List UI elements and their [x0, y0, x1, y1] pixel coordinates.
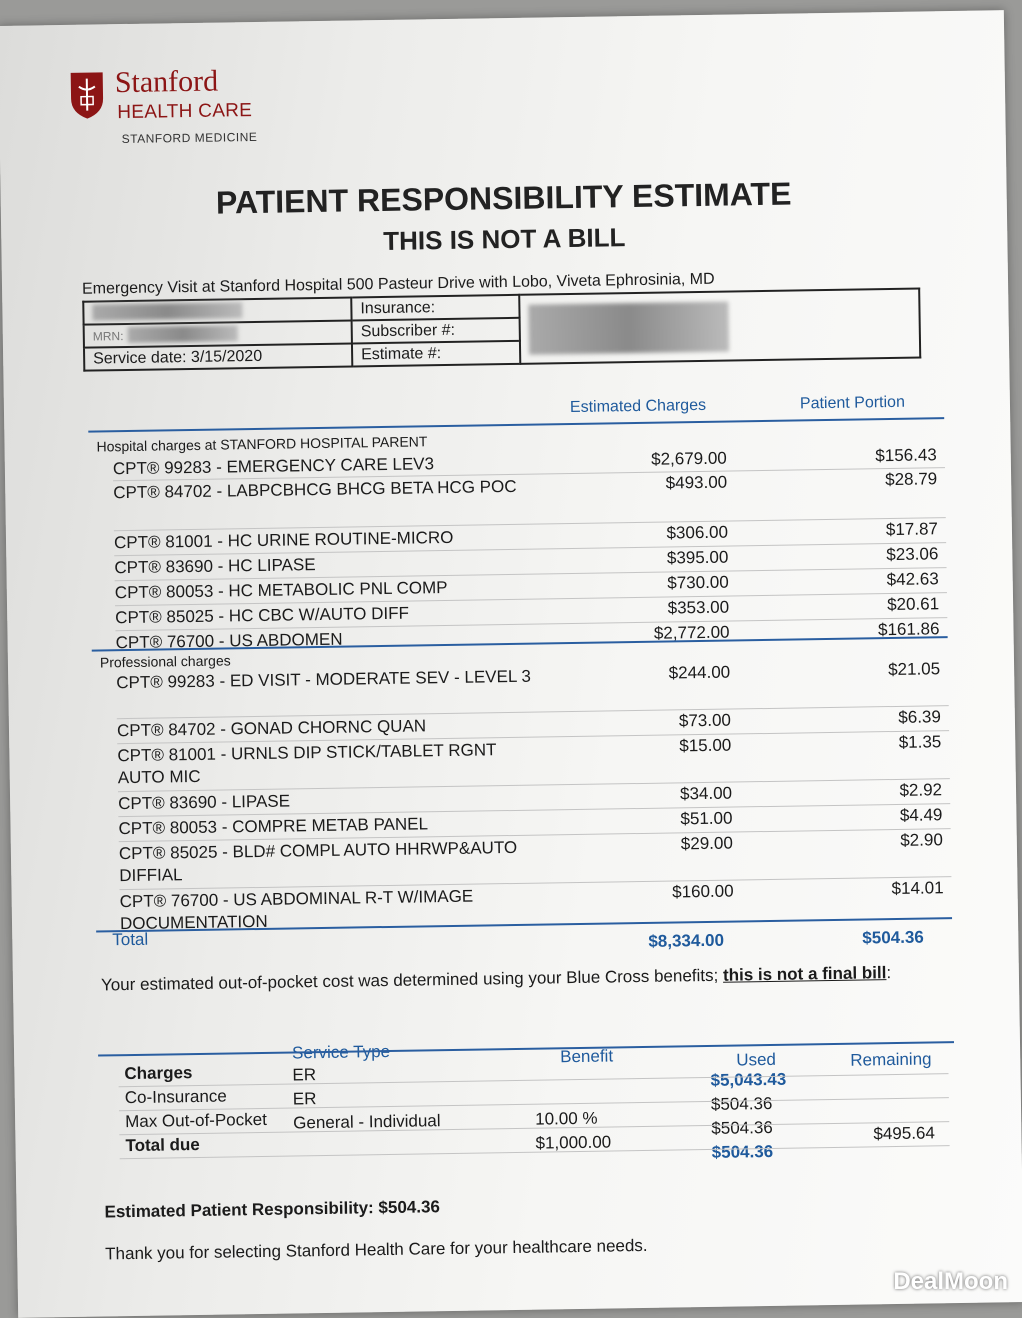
logo-org: STANFORD MEDICINE [121, 129, 258, 147]
logo-sub: HEALTH CARE [117, 99, 253, 124]
patient-portion: $161.86 [877, 619, 940, 640]
charge-amount: $34.00 [679, 783, 733, 804]
charge-amount: $51.00 [680, 808, 733, 829]
patient-portion: $21.05 [887, 659, 941, 680]
mrn-label: MRN: [92, 328, 124, 344]
patient-info-table [82, 288, 921, 372]
total-label: Total [112, 929, 149, 950]
charge-description: CPT® 84702 - LABPCBHCG BHCG BETA HCG POC [113, 476, 517, 503]
patient-portion: $2.90 [900, 830, 943, 850]
charge-description: CPT® 80053 - HC METABOLIC PNL COMP [114, 577, 448, 603]
charge-amount: $306.00 [666, 522, 729, 543]
charge-description: CPT® 85025 - HC CBC W/AUTO DIFF [115, 603, 410, 628]
charge-amount: $2,772.00 [653, 622, 730, 643]
dealmoon-watermark: DealMoon [893, 1268, 1008, 1295]
hospital-section-label: Hospital charges at STANFORD HOSPITAL PARENT [96, 433, 428, 455]
charge-description: CPT® 83690 - HC LIPASE [114, 555, 316, 578]
benefit-remaining: $495.64 [873, 1123, 936, 1144]
insurance-label: Insurance: [351, 295, 519, 321]
service-date: Service date: 3/15/2020 [84, 343, 352, 370]
benefit-used: $504.36 [711, 1141, 774, 1162]
logo-name: Stanford [114, 64, 219, 100]
note-tail: : [886, 963, 892, 983]
subscriber-label: Subscriber #: [352, 318, 520, 344]
charge-description: CPT® 81001 - URNLS DIP STICK/TABLET RGNT AUTO MIC [117, 740, 497, 788]
benefit-value: 10.00 % [535, 1108, 598, 1129]
charge-amount: $2,679.00 [651, 448, 727, 469]
total-portion: $504.36 [862, 927, 924, 948]
charge-amount: $160.00 [671, 881, 734, 902]
professional-section-label: Professional charges [99, 652, 231, 671]
charge-description: CPT® 99283 - EMERGENCY CARE LEV3 [112, 454, 435, 479]
col-patient-portion: Patient Portion [799, 393, 906, 413]
benefit-used: $5,043.43 [710, 1069, 787, 1090]
benefit-service-type: ER [292, 1089, 317, 1109]
charge-amount: $73.00 [678, 710, 732, 731]
charge-amount: $395.00 [666, 547, 729, 568]
redacted-values [519, 289, 920, 364]
patient-portion: $20.61 [886, 594, 940, 615]
patient-portion: $1.35 [898, 732, 942, 752]
patient-portion: $23.06 [886, 544, 939, 565]
col-estimated-charges: Estimated Charges [569, 396, 707, 417]
benefit-row-label: Max Out-of-Pocket [124, 1109, 267, 1132]
patient-portion: $14.01 [891, 878, 944, 899]
benefit-service-type: ER [292, 1065, 317, 1085]
redacted-block [528, 301, 729, 354]
patient-portion: $28.79 [885, 469, 938, 490]
benefit-value: $1,000.00 [535, 1132, 612, 1153]
note-emphasis: this is not a final bill [722, 963, 887, 985]
benefits-rule [98, 1041, 954, 1056]
header-rule [88, 417, 944, 432]
estimate-label: Estimate #: [352, 341, 520, 367]
thank-you-text: Thank you for selecting Stanford Health Care for your healthcare needs. [105, 1235, 648, 1264]
benefit-row-label: Co-Insurance [124, 1086, 227, 1108]
charge-amount: $730.00 [667, 572, 729, 593]
note-text: Your estimated out-of-pocket cost was determined using your Blue Cross benefits; [100, 965, 724, 995]
charge-description: CPT® 84702 - GONAD CHORNC QUAN [116, 716, 427, 741]
benefit-row-label: Total due [125, 1134, 200, 1156]
benefit-col-remaining: Remaining [850, 1049, 932, 1070]
benefit-used: $504.36 [711, 1117, 773, 1138]
patient-portion: $17.87 [885, 519, 939, 540]
estimated-responsibility: Estimated Patient Responsibility: $504.36 [104, 1197, 441, 1222]
page-subtitle: THIS IS NOT A BILL [383, 222, 626, 256]
benefit-row-separator [119, 1097, 949, 1111]
benefit-service-type: General - Individual [293, 1111, 441, 1133]
page-title: PATIENT RESPONSIBILITY ESTIMATE [215, 175, 792, 221]
patient-portion: $4.49 [899, 805, 943, 825]
charge-description: CPT® 76700 - US ABDOMEN [115, 629, 343, 653]
patient-portion: $42.63 [886, 569, 939, 590]
benefits-note [101, 961, 941, 996]
charge-description: CPT® 81001 - HC URINE ROUTINE-MICRO [113, 527, 454, 553]
patient-portion: $6.39 [898, 707, 942, 727]
redacted-mrn [128, 326, 238, 344]
charge-description: CPT® 83690 - LIPASE [117, 791, 291, 814]
benefit-row-separator [119, 1073, 949, 1087]
benefit-row-label: Charges [124, 1063, 193, 1084]
estimate-document [0, 10, 1022, 1318]
charge-description: CPT® 80053 - COMPRE METAB PANEL [118, 814, 429, 839]
benefit-col-benefit: Benefit [560, 1046, 614, 1067]
charge-description: CPT® 85025 - BLD# COMPL AUTO HHRWP&AUTO DIFFIAL [118, 837, 518, 886]
charge-description: CPT® 99283 - ED VISIT - MODERATE SEV - LEVEL 3 [116, 666, 532, 693]
charge-amount: $353.00 [667, 597, 730, 618]
charge-amount: $244.00 [668, 662, 731, 683]
charge-amount: $29.00 [680, 833, 733, 854]
benefit-used: $504.36 [710, 1093, 773, 1114]
charge-amount: $15.00 [679, 735, 732, 756]
redacted-name [92, 302, 242, 320]
stanford-shield-icon [69, 70, 106, 121]
patient-portion: $2.92 [899, 780, 943, 800]
total-charges: $8,334.00 [648, 930, 725, 951]
charge-amount: $493.00 [665, 472, 728, 493]
benefit-col-used: Used [736, 1049, 777, 1070]
patient-portion: $156.43 [875, 445, 937, 466]
visit-line: Emergency Visit at Stanford Hospital 500 Pasteur Drive with Lobo, Viveta Ephrosinia, MD [81, 270, 715, 298]
benefit-col-service-type: Service Type [291, 1041, 391, 1063]
charge-description: CPT® 76700 - US ABDOMINAL R-T W/IMAGE DOCUMENTATION [119, 886, 474, 934]
